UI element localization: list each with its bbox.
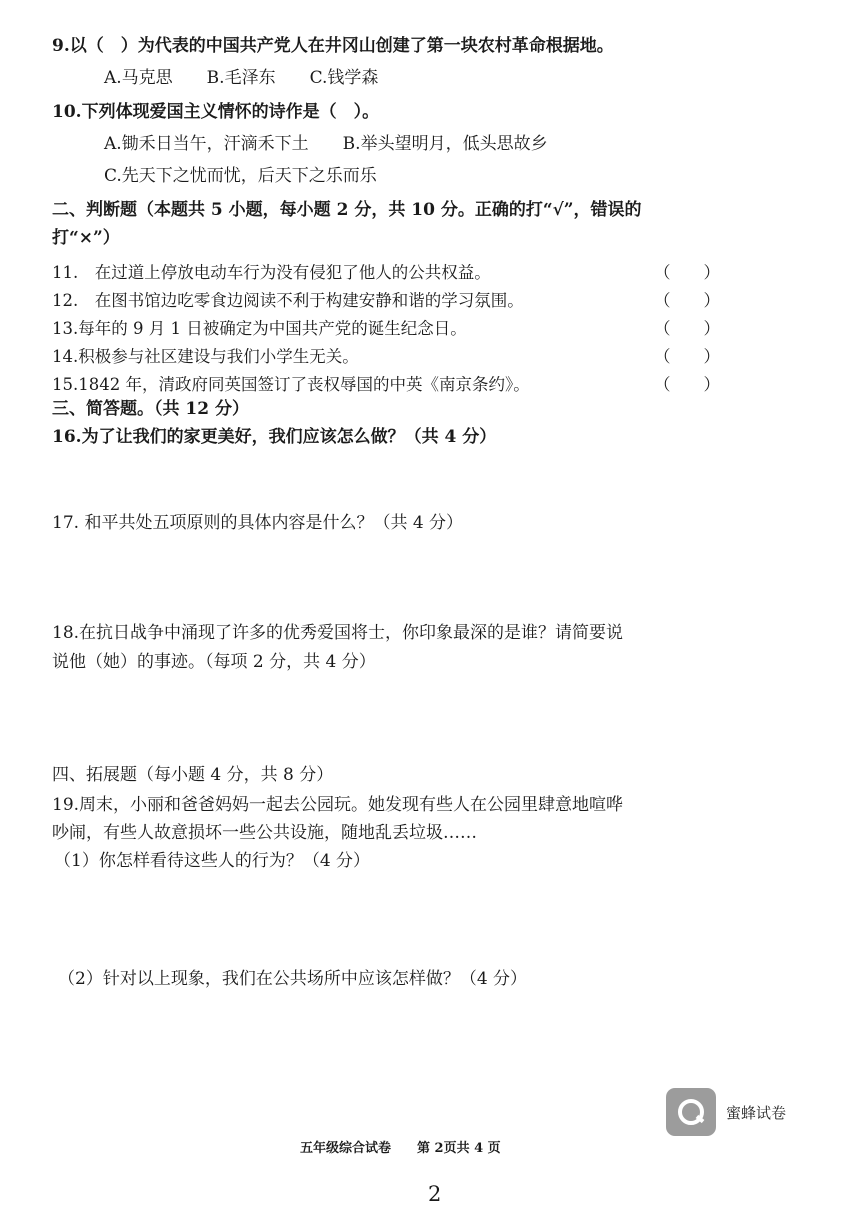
q18-line2: 说他（她）的事迹。（每项 2 分，共 4 分） xyxy=(52,652,376,672)
section4-heading: 四、拓展题（每小题 4 分，共 8 分） xyxy=(52,765,334,785)
q16: 16.为了让我们的家更美好，我们应该怎么做？（共 4 分） xyxy=(52,427,497,447)
q10-options-line1: A.锄禾日当午，汗滴禾下土 B.举头望明月，低头思故乡 xyxy=(104,134,548,154)
section2-heading-line2: 打“×”） xyxy=(52,228,120,248)
judge-item xyxy=(52,287,720,309)
judge-item-text: 15.1842 年，清政府同英国签订了丧权辱国的中英《南京条约》。 xyxy=(52,375,530,394)
judge-item-text: 13.每年的 9 月 1 日被确定为中国共产党的诞生纪念日。 xyxy=(52,319,467,338)
q19-line2: 吵闹，有些人故意损坏一些公共设施，随地乱丢垃圾…… xyxy=(52,823,477,843)
judge-item xyxy=(52,259,720,281)
q19-sub2: （2）针对以上现象，我们在公共场所中应该怎样做？（4 分） xyxy=(58,969,528,989)
judge-item-text: 12. 在图书馆边吃零食边阅读不利于构建安静和谐的学习氛围。 xyxy=(52,291,524,310)
answer-blank[interactable]: （ ） xyxy=(654,319,720,338)
q9-stem: 9.以（ ）为代表的中国共产党人在井冈山创建了第一块农村革命根据地。 xyxy=(52,36,614,56)
q17: 17. 和平共处五项原则的具体内容是什么？（共 4 分） xyxy=(52,513,464,533)
answer-blank[interactable]: （ ） xyxy=(654,263,720,282)
judge-item-text: 14.积极参与社区建设与我们小学生无关。 xyxy=(52,347,359,366)
q18-line1: 18.在抗日战争中涌现了许多的优秀爱国将士，你印象最深的是谁？请简要说 xyxy=(52,623,624,643)
section2-heading-line1: 二、判断题（本题共 5 小题，每小题 2 分，共 10 分。正确的打“√”，错误的 xyxy=(52,200,642,220)
q10-options-line2: C.先天下之忧而忧，后天下之乐而乐 xyxy=(104,166,377,186)
judge-item xyxy=(52,343,720,365)
judge-item-text: 11. 在过道上停放电动车行为没有侵犯了他人的公共权益。 xyxy=(52,263,491,282)
q10-stem: 10.下列体现爱国主义情怀的诗作是（ ）。 xyxy=(52,102,380,122)
answer-blank[interactable]: （ ） xyxy=(654,375,720,394)
watermark-text: 蜜蜂试卷 xyxy=(726,1104,787,1122)
section3-heading: 三、简答题。（共 12 分） xyxy=(52,399,249,419)
page-footer: 五年级综合试卷 第 2页共 4 页 xyxy=(300,1141,501,1156)
page-number: 2 xyxy=(428,1182,442,1206)
search-logo-icon xyxy=(666,1088,716,1136)
answer-blank[interactable]: （ ） xyxy=(654,291,720,310)
answer-blank[interactable]: （ ） xyxy=(654,347,720,366)
q19-sub1: （1）你怎样看待这些人的行为？（4 分） xyxy=(54,851,371,871)
q9-options: A.马克思 B.毛泽东 C.钱学森 xyxy=(104,68,379,88)
judge-item xyxy=(52,371,720,393)
q19-line1: 19.周末，小丽和爸爸妈妈一起去公园玩。她发现有些人在公园里肆意地喧哗 xyxy=(52,795,624,815)
judge-item xyxy=(52,315,720,337)
